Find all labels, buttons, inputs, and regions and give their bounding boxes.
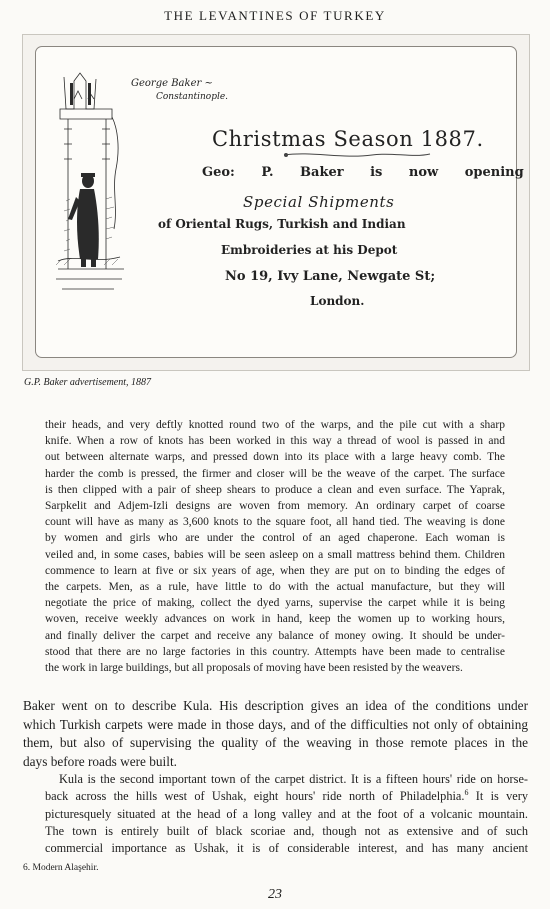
quote-line: and finally deliver the carpet and receive any balance of money owing. It should be under- xyxy=(45,629,505,642)
sender-name: George Baker ~ xyxy=(131,78,213,89)
quote-line: The town is entirely built of black scoriae and, though not as extensive and of such xyxy=(45,823,528,838)
ad-heading: Christmas Season 1887. xyxy=(212,127,484,151)
ad-line-4: of Oriental Rugs, Turkish and Indian xyxy=(158,217,406,231)
advertisement-card xyxy=(35,46,524,358)
quote-line: stood that there are no large factories in this country. Attempts have been made to centralise xyxy=(45,645,505,658)
quote-line: Kula is the second important town of the carpet district. It is a fifteen hours' ride on horse- xyxy=(59,772,528,786)
quote-line: out between alternate warps, and pressed down into its place with a large heavy comb. The xyxy=(45,451,505,464)
ad-line-3: Special Shipments xyxy=(243,193,395,211)
ad-line-2: Geo: P. Baker is now opening xyxy=(202,165,524,180)
ad-line-7: London. xyxy=(310,294,365,308)
quote-line xyxy=(45,788,528,805)
quote-line: is then clipped with a pair of sheep shears to produce a clean and even surface. The Yaprak, xyxy=(45,483,505,496)
quote-line-tail: It is very xyxy=(468,789,529,804)
block-quote-kula xyxy=(45,771,528,857)
quote-line: knife. When a row of knots has been worked in this way a thread of wool is passed in and xyxy=(45,435,505,448)
quote-line: commercial importance as Ushak, it is of considerable interest, and has many ancient xyxy=(45,841,528,856)
flourish-ornament xyxy=(282,150,432,160)
quote-line: negotiate the price of making, collect the dyed yarns, supervise the carpet while it is being xyxy=(45,597,505,610)
quote-line-text: back across the hills west of Ushak, eight hours' ride north of Philadelphia. xyxy=(45,789,465,804)
body-paragraph xyxy=(23,697,528,771)
quote-line: commence to learn at five or six years of age, when they are put on to binding the edges of xyxy=(45,564,505,577)
footnote: 6. Modern Alaşehir. xyxy=(23,863,99,873)
quote-line: the work in large buildings, but all proposals of moving have been resisted by the weavers. xyxy=(45,662,463,675)
ad-line-6: No 19, Ivy Lane, Newgate St; xyxy=(225,269,436,284)
advertisement-plate xyxy=(22,34,530,371)
quote-line: veiled and, in some cases, babies will be seen asleep on a small mattress behind them. Children xyxy=(45,548,505,561)
quote-line: harder the comb is pressed, the firmer and closer will be the weave of the carpet. The surface xyxy=(45,467,505,480)
paragraph-line: them, but also of supervising the quality of the weaving in those remote places in the xyxy=(23,735,528,751)
quote-line: their heads, and very deftly knotted round two of the warps, and the pile cut with a sharp xyxy=(45,419,505,431)
quote-line: the carpets. Men, as a rule, have little to do with the actual manufacture, but they will xyxy=(45,581,505,594)
quote-line: picturesquely situated at the head of a long valley and at the foot of a volcanic mountain. xyxy=(45,806,528,821)
quote-line: woven, receive weekly advances on work in hand, keep the women up to working hours, xyxy=(45,613,505,626)
footnote-ref[interactable]: 6 xyxy=(464,788,469,798)
page-number: 23 xyxy=(268,887,282,902)
paragraph-line: which Turkish carpets were made in those days, and of the difficulties not only of obtaining xyxy=(23,716,528,732)
running-head: THE LEVANTINES OF TURKEY xyxy=(164,8,386,23)
sender-place: Constantinople. xyxy=(156,92,229,102)
block-quote xyxy=(45,417,505,676)
paragraph-line: days before roads were built. xyxy=(23,753,177,769)
quote-line: count will have as many as 3,600 knots to the square foot, all hand tied. The weaving is done xyxy=(45,516,505,529)
quote-line: by women and girls who are under the control of an aged chaperone. Each woman is xyxy=(45,532,505,545)
man-at-doorway-illustration xyxy=(54,69,126,299)
ad-line-5: Embroideries at his Depot xyxy=(221,243,398,257)
figure-caption: G.P. Baker advertisement, 1887 xyxy=(24,377,152,388)
quote-line: Sarpkelit and Adjem-Izli designs are woven from memory. An ordinary carpet of coarse xyxy=(45,500,505,513)
paragraph-line: Baker went on to describe Kula. His description gives an idea of the conditions under xyxy=(23,698,528,713)
